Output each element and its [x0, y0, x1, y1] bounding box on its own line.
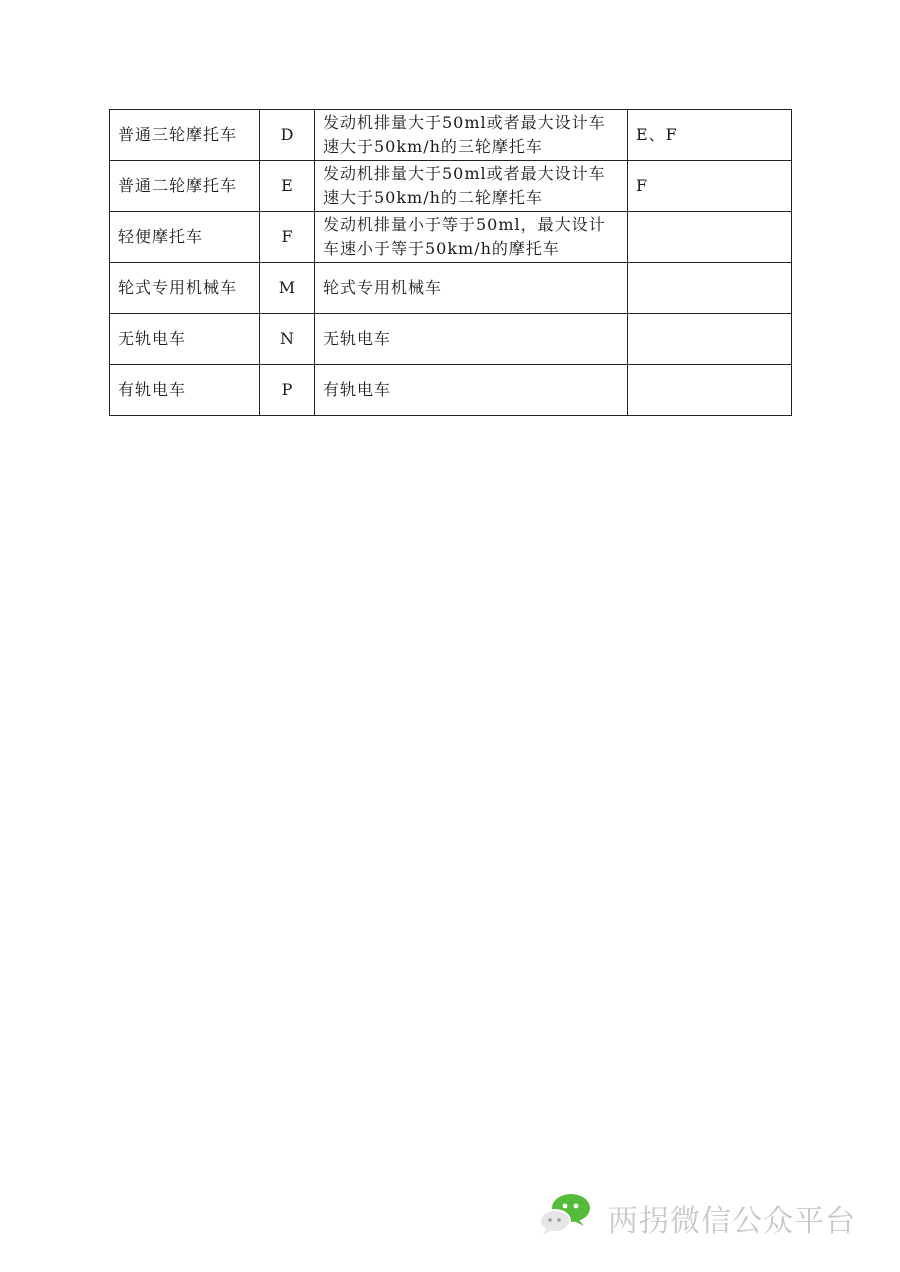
license-code-cell: M	[260, 263, 315, 314]
license-code-cell: F	[260, 212, 315, 263]
table-row	[110, 314, 792, 365]
vehicle-type-cell: 有轨电车	[110, 365, 260, 416]
watermark	[538, 1190, 858, 1240]
watermark-text: 两拐微信公众平台	[608, 1204, 856, 1239]
vehicle-type-cell: 普通二轮摩托车	[110, 161, 260, 212]
license-code-cell: P	[260, 365, 315, 416]
license-code-cell: N	[260, 314, 315, 365]
allowed-classes-cell: F	[628, 161, 792, 212]
allowed-classes-cell: E、F	[628, 110, 792, 161]
license-class-table	[109, 109, 792, 416]
allowed-classes-cell	[628, 212, 792, 263]
allowed-classes-cell	[628, 314, 792, 365]
vehicle-type-cell: 无轨电车	[110, 314, 260, 365]
allowed-classes-cell	[628, 263, 792, 314]
license-code-cell: E	[260, 161, 315, 212]
vehicle-type-cell: 轻便摩托车	[110, 212, 260, 263]
allowed-classes-cell	[628, 365, 792, 416]
description-cell: 发动机排量小于等于50ml，最大设计车速小于等于50km/h的摩托车	[315, 212, 628, 263]
description-cell: 发动机排量大于50ml或者最大设计车速大于50km/h的三轮摩托车	[315, 110, 628, 161]
description-cell: 有轨电车	[315, 365, 628, 416]
vehicle-type-cell: 轮式专用机械车	[110, 263, 260, 314]
wechat-logo-icon	[538, 1192, 594, 1236]
table-row	[110, 263, 792, 314]
description-cell: 无轨电车	[315, 314, 628, 365]
license-code-cell: D	[260, 110, 315, 161]
description-cell: 发动机排量大于50ml或者最大设计车速大于50km/h的二轮摩托车	[315, 161, 628, 212]
vehicle-type-cell: 普通三轮摩托车	[110, 110, 260, 161]
table-row	[110, 212, 792, 263]
table-row	[110, 110, 792, 161]
table-row	[110, 365, 792, 416]
description-cell: 轮式专用机械车	[315, 263, 628, 314]
table-row	[110, 161, 792, 212]
